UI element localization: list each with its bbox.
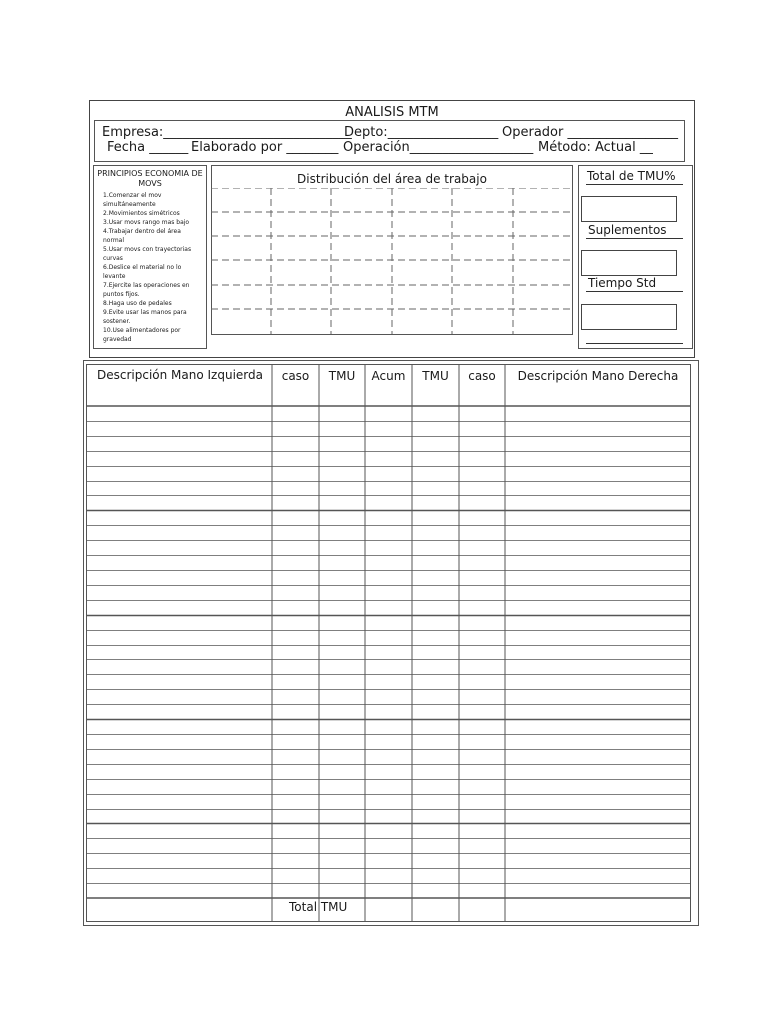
field-empresa[interactable]: Empresa:_____________________________ — [102, 125, 352, 140]
col-header-left-tmu: TMU — [328, 369, 356, 383]
suplementos-label: Suplementos — [588, 223, 667, 237]
col-header-right-description: Descripción Mano Derecha — [517, 369, 679, 383]
suplementos-underline — [586, 238, 683, 239]
principle-item: 9.Evite usar las manos para sostener. — [103, 309, 187, 325]
total-tmu-row-label: Total TMU — [289, 900, 348, 914]
field-fecha[interactable]: Fecha ______ — [107, 140, 189, 155]
total-tmu-underline — [586, 184, 683, 185]
principle-item: 2.Movimientos simétricos — [103, 210, 180, 217]
field-operador[interactable]: Operador _________________ — [502, 125, 678, 140]
tiempo-std-label: Tiempo Std — [588, 276, 657, 290]
principle-item: 1.Comenzar el mov simultáneamente — [103, 192, 162, 208]
tiempo-std-input[interactable] — [581, 304, 677, 330]
distribution-grid — [211, 188, 573, 336]
col-header-left-description: Descripción Mano Izquierda — [97, 368, 263, 382]
principles-title: PRINCIPIOS ECONOMIA DE MOVS — [97, 169, 203, 188]
principle-item: 6.Deslice el material no lo levante — [103, 264, 182, 280]
col-header-right-caso: caso — [468, 369, 496, 383]
total-tmu-label: Total de TMU% — [587, 169, 676, 183]
principle-item: 5.Usar movs con trayectorias curvas — [103, 246, 192, 262]
field-operacion[interactable]: Operación___________________ — [343, 140, 534, 155]
principle-item: 3.Usar movs rango mas bajo — [103, 219, 190, 226]
form-title: ANALISIS MTM — [345, 105, 439, 120]
summary-bottom-line — [586, 343, 683, 344]
table-grid — [86, 364, 691, 922]
col-header-left-caso: caso — [281, 369, 310, 383]
total-tmu-input[interactable] — [581, 196, 677, 222]
principle-item: 10.Use alimentadores por gravedad — [103, 327, 181, 343]
principles-list — [103, 191, 203, 344]
tiempo-std-underline — [586, 291, 683, 292]
principle-item: 8.Haga uso de pedales — [103, 300, 172, 307]
col-header-right-tmu: TMU — [422, 369, 449, 383]
distribution-title: Distribución del área de trabajo — [297, 172, 487, 186]
field-depto[interactable]: Depto:_________________ — [344, 125, 499, 140]
col-header-acum: Acum — [371, 369, 406, 383]
principle-item: 4.Trabajar dentro del área normal — [103, 228, 181, 244]
suplementos-input[interactable] — [581, 250, 677, 276]
field-elaborado-por[interactable]: Elaborado por ________ — [191, 140, 339, 155]
principle-item: 7.Ejercite las operaciones en puntos fijos. — [103, 282, 190, 298]
field-metodo[interactable]: Método: Actual __ — [538, 140, 653, 155]
